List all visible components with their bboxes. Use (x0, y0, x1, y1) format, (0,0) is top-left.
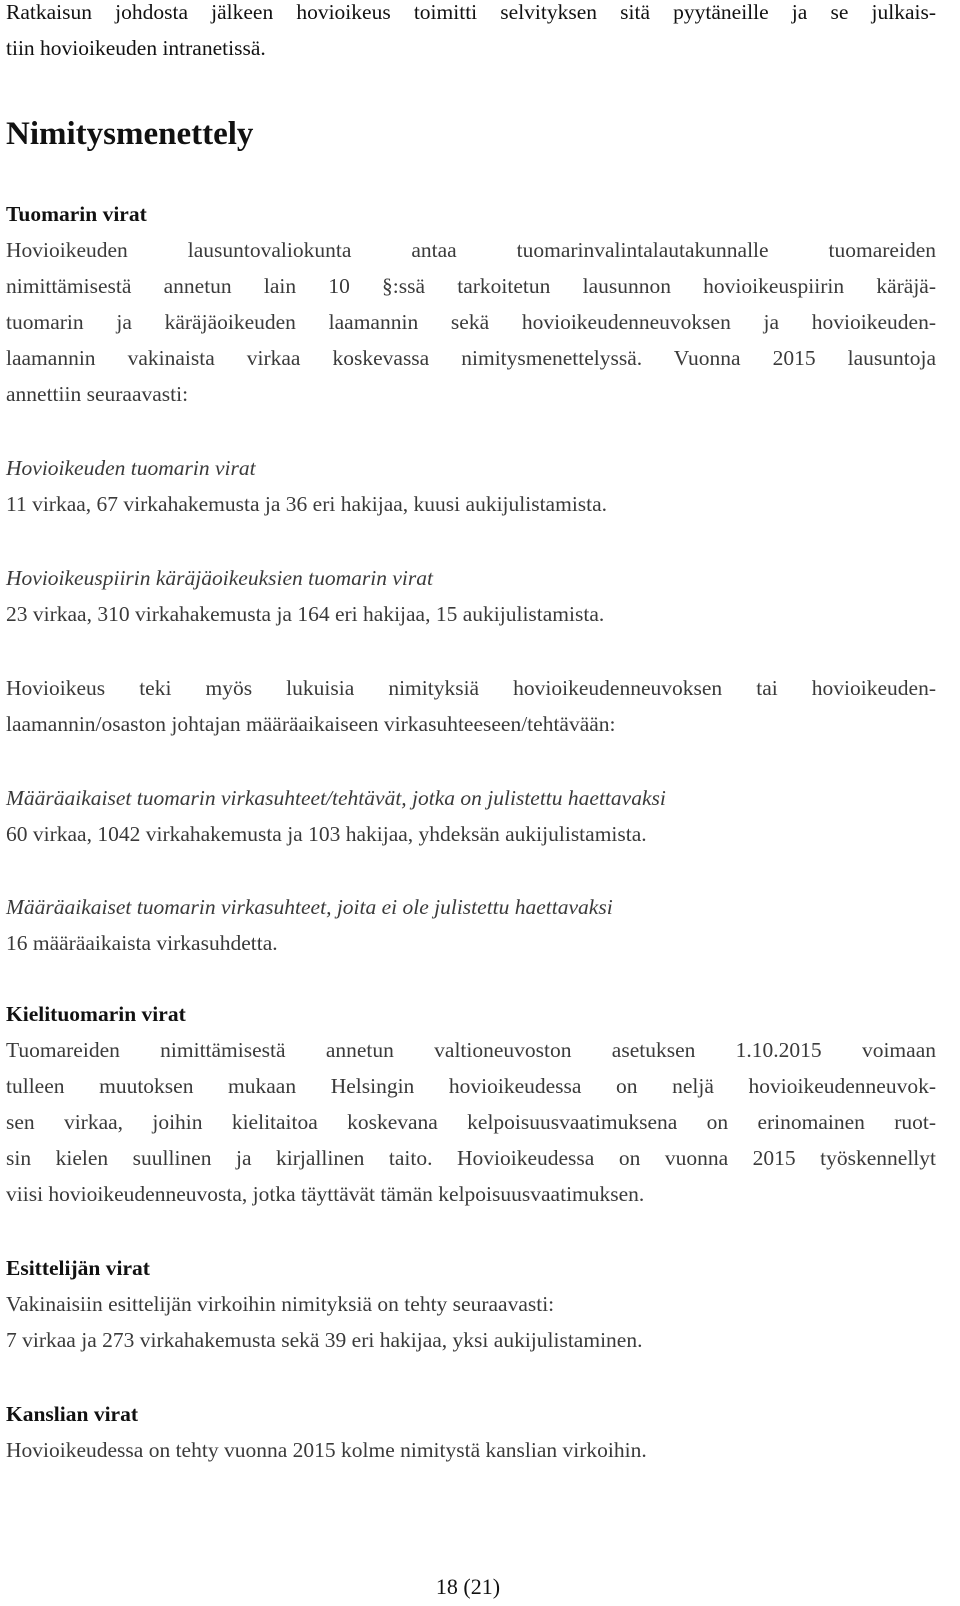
esittelijan-virat-section (6, 1250, 936, 1358)
maaraaikaiset-paragraph (6, 670, 936, 742)
kanslian-virat-heading: Kanslian virat (6, 1402, 139, 1426)
section-title: Nimitysmenettely (6, 116, 254, 152)
subheading: Hovioikeuspiirin käräjäoikeuksien tuomarin virat (6, 566, 433, 590)
esittelijan-virat-heading: Esittelijän virat (6, 1256, 150, 1280)
paragraph-line: viisi hovioikeudenneuvosta, jotka täyttävät tämän kelpoisuusvaatimuksen. (6, 1182, 645, 1206)
ei-julistettu-haettavaksi (6, 889, 936, 961)
kielituomarin-virat-heading: Kielituomarin virat (6, 1002, 186, 1026)
statistic-line: 16 määräaikaista virkasuhdetta. (6, 931, 278, 955)
subheading: Määräaikaiset tuomarin virkasuhteet/tehtävät, jotka on julistettu haettavaksi (6, 786, 666, 810)
paragraph-line: 7 virkaa ja 273 virkahakemusta sekä 39 eri hakijaa, yksi aukijulistaminen. (6, 1328, 643, 1352)
paragraph-line: laamannin/osaston johtajan määräaikaiseen virkasuhteeseen/tehtävään: (6, 712, 616, 736)
paragraph-line: annettiin seuraavasti: (6, 382, 189, 406)
kielituomarin-virat-section (6, 996, 936, 1212)
kanslian-virat-section (6, 1396, 936, 1468)
paragraph-line: laamannin vakinaista virkaa koskevassa nimitysmenettelyssä. Vuonna 2015 lausuntoja (6, 346, 936, 370)
paragraph-line: Hovioikeudessa on tehty vuonna 2015 kolme nimitystä kanslian virkoihin. (6, 1438, 647, 1462)
paragraph-line: Hovioikeuden lausuntovaliokunta antaa tuomarinvalintalautakunnalle tuomareiden (6, 238, 936, 262)
intro-line-2: tiin hovioikeuden intranetissä. (6, 36, 266, 60)
paragraph-line: tuomarin ja käräjäoikeuden laamannin sekä hovioikeudenneuvoksen ja hovioikeuden- (6, 310, 936, 334)
intro-line-1: Ratkaisun johdosta jälkeen hovioikeus toimitti selvityksen sitä pyytäneille ja se julkais- (6, 0, 936, 24)
subheading: Hovioikeuden tuomarin virat (6, 456, 256, 480)
paragraph-line: nimittämisestä annetun lain 10 §:ssä tarkoitetun lausunnon hovioikeuspiirin käräjä- (6, 274, 936, 298)
paragraph-line: sin kielen suullinen ja kirjallinen taito. Hovioikeudessa on vuonna 2015 työskennellyt (6, 1146, 936, 1170)
statistic-line: 23 virkaa, 310 virkahakemusta ja 164 eri hakijaa, 15 aukijulistamista. (6, 602, 605, 626)
karajaoikeuksien-virat (6, 560, 936, 632)
paragraph-line: tulleen muutoksen mukaan Helsingin hovioikeudessa on neljä hovioikeudenneuvok- (6, 1074, 936, 1098)
subheading: Määräaikaiset tuomarin virkasuhteet, joita ei ole julistettu haettavaksi (6, 895, 613, 919)
tuomarin-virat-section (6, 196, 936, 412)
statistic-line: 11 virkaa, 67 virkahakemusta ja 36 eri hakijaa, kuusi aukijulistamista. (6, 492, 608, 516)
paragraph-line: Vakinaisiin esittelijän virkoihin nimityksiä on tehty seuraavasti: (6, 1292, 555, 1316)
paragraph-line: sen virkaa, joihin kielitaitoa koskevana kelpoisuusvaatimuksena on erinomainen ruot- (6, 1110, 936, 1134)
tuomarin-virat-heading: Tuomarin virat (6, 202, 147, 226)
statistic-line: 60 virkaa, 1042 virkahakemusta ja 103 hakijaa, yhdeksän aukijulistamista. (6, 822, 647, 846)
paragraph-line: Tuomareiden nimittämisestä annetun valtioneuvoston asetuksen 1.10.2015 voimaan (6, 1038, 936, 1062)
julistettu-haettavaksi (6, 780, 936, 852)
page-number: 18 (21) (435, 1574, 501, 1599)
hovioikeuden-tuomarin-virat (6, 450, 936, 522)
paragraph-line: Hovioikeus teki myös lukuisia nimityksiä hovioikeudenneuvoksen tai hovioikeuden- (6, 676, 936, 700)
intro-paragraph (6, 0, 936, 66)
